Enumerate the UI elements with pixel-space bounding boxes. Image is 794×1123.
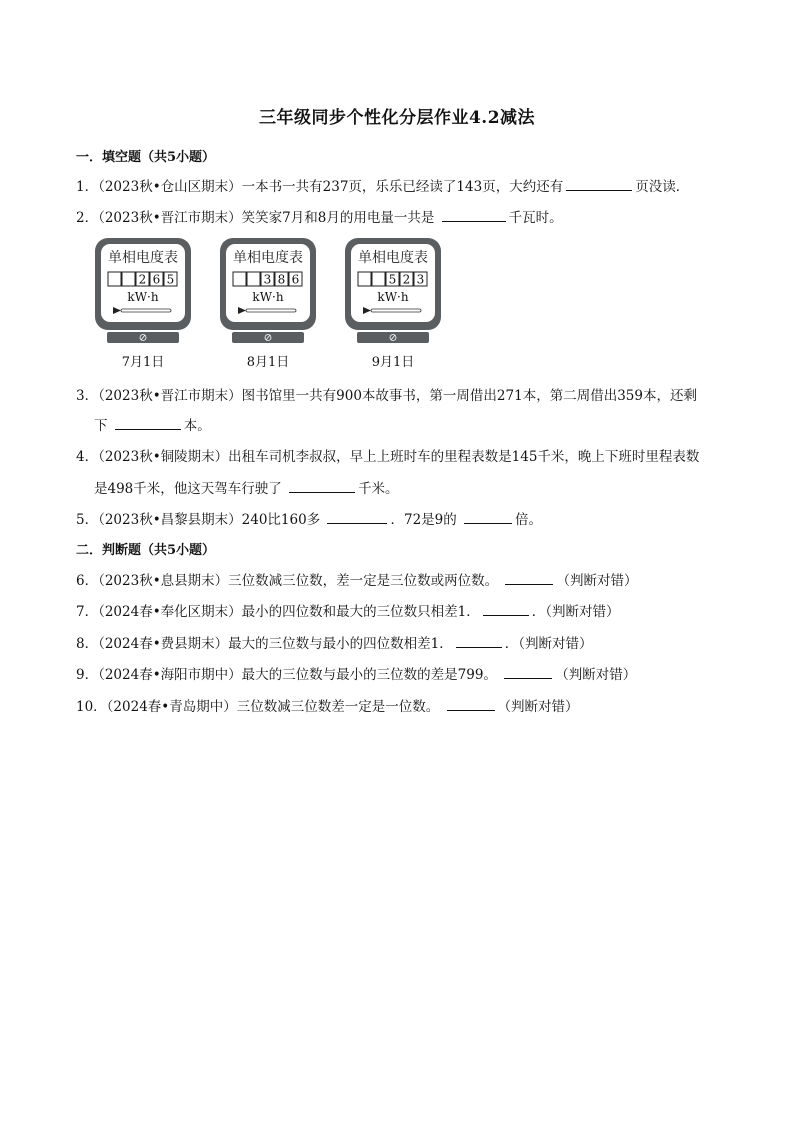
meter-digit-box	[358, 272, 371, 286]
meter-digit: 3	[416, 272, 425, 287]
question-2-text: 2．（2023秋•晋江市期末）笑笑家7月和8月的用电量一共是	[76, 210, 439, 226]
question-3-line2-text: 下	[94, 418, 112, 434]
question-10-text: 10．（2024春•青岛期中）三位数减三位数差一定是一位数。	[76, 699, 444, 715]
electricity-meter-2	[220, 238, 316, 343]
question-4-tail: 千米。	[358, 481, 399, 497]
question-8-blank[interactable]	[456, 635, 502, 648]
question-6	[76, 569, 637, 589]
question-4-line2-text: 是498千米，他这天驾车行驶了	[94, 481, 287, 497]
question-3-text: 3．（2023秋•晋江市期末）图书馆里一共有900本故事书，第一周借出271本，第二周借出359本，还剩	[76, 388, 697, 404]
question-1-blank[interactable]	[566, 178, 632, 191]
question-4-text: 4．（2023秋•铜陵期末）出租车司机李叔叔，早上上班时车的里程表数是145千米，晚上下班时里程表数	[76, 449, 700, 465]
meter-digit: 6	[291, 272, 300, 287]
meter-digit: 5	[166, 272, 175, 287]
question-9-blank[interactable]	[504, 666, 552, 679]
question-5-blank-1[interactable]	[327, 511, 387, 524]
question-1-text: 1．（2023秋•仓山区期末）一本书一共有237页，乐乐已经读了143页，大约还有	[76, 179, 564, 195]
meter-date-1: 7月1日	[121, 355, 165, 370]
electricity-meter-1	[95, 238, 191, 343]
meter-dial-bar	[371, 309, 421, 312]
question-1-tail: 页没读．	[635, 179, 690, 195]
question-2-blank[interactable]	[442, 209, 506, 222]
question-8-tail: ．（判断对错）	[504, 636, 593, 652]
meter-digit-box	[233, 272, 246, 286]
meter-digit-box	[122, 272, 135, 286]
meter-digit: 6	[152, 272, 161, 287]
meter-title: 单相电度表	[108, 250, 178, 266]
question-6-text: 6．（2023秋•息县期末）三位数减三位数，差一定是三位数或两位数。	[76, 573, 503, 589]
page-title: 三年级同步个性化分层作业4.2减法	[258, 108, 536, 128]
electricity-meters	[93, 236, 453, 376]
meter-digit: 5	[388, 272, 397, 287]
meter-title: 单相电度表	[233, 250, 303, 266]
question-10-tail: （判断对错）	[497, 699, 579, 715]
meter-unit: kW·h	[252, 290, 284, 304]
question-9-tail: （判断对错）	[555, 667, 637, 683]
question-5	[76, 508, 542, 528]
question-4-line2	[94, 477, 399, 497]
question-4-blank[interactable]	[289, 480, 355, 493]
meter-digit-box	[372, 272, 385, 286]
question-5-text: 5．（2023秋•昌黎县期末）240比160多	[76, 512, 325, 528]
meter-digit: 2	[402, 272, 411, 287]
meter-digit-box	[108, 272, 121, 286]
question-5-blank-2[interactable]	[464, 511, 512, 524]
question-8	[76, 632, 593, 652]
question-3-line2	[94, 414, 211, 434]
meter-title: 单相电度表	[358, 250, 428, 266]
question-2	[76, 206, 563, 226]
meter-dial-bar	[246, 309, 296, 312]
meter-digit-box	[247, 272, 260, 286]
question-3	[76, 384, 697, 404]
question-5-mid: ．72是9的	[390, 512, 462, 528]
section-fill-blank-heading: 一．填空题（共5小题）	[76, 150, 216, 165]
meter-digit: 8	[277, 272, 286, 287]
meter-date-2: 8月1日	[246, 355, 290, 370]
question-1	[76, 175, 689, 195]
question-10-blank[interactable]	[447, 698, 495, 711]
meter-unit: kW·h	[377, 290, 409, 304]
question-7-tail: ．（判断对错）	[531, 604, 620, 620]
question-9	[76, 663, 636, 683]
question-7	[76, 600, 620, 620]
question-3-blank[interactable]	[115, 417, 181, 430]
question-7-blank[interactable]	[483, 603, 529, 616]
question-4	[76, 445, 699, 465]
meter-date-3: 9月1日	[371, 355, 415, 370]
section-judge-heading: 二．判断题（共5小题）	[76, 543, 216, 558]
meter-digit: 3	[263, 272, 272, 287]
question-8-text: 8．（2024春•费县期末）最大的三位数与最小的四位数相差1．	[76, 636, 453, 652]
meter-dial-bar	[121, 309, 171, 312]
question-3-tail: 本。	[183, 418, 211, 434]
meter-digit: 2	[138, 272, 147, 287]
meter-unit: kW·h	[127, 290, 159, 304]
question-7-text: 7．（2024春•奉化区期末）最小的四位数和最大的三位数只相差1．	[76, 604, 480, 620]
electricity-meter-3	[345, 238, 441, 343]
question-9-text: 9．（2024春•海阳市期中）最大的三位数与最小的三位数的差是799。	[76, 667, 502, 683]
question-6-tail: （判断对错）	[556, 573, 638, 589]
question-5-tail: 倍。	[515, 512, 543, 528]
question-10	[76, 695, 579, 715]
question-6-blank[interactable]	[505, 572, 553, 585]
question-2-tail: 千瓦时。	[508, 210, 563, 226]
